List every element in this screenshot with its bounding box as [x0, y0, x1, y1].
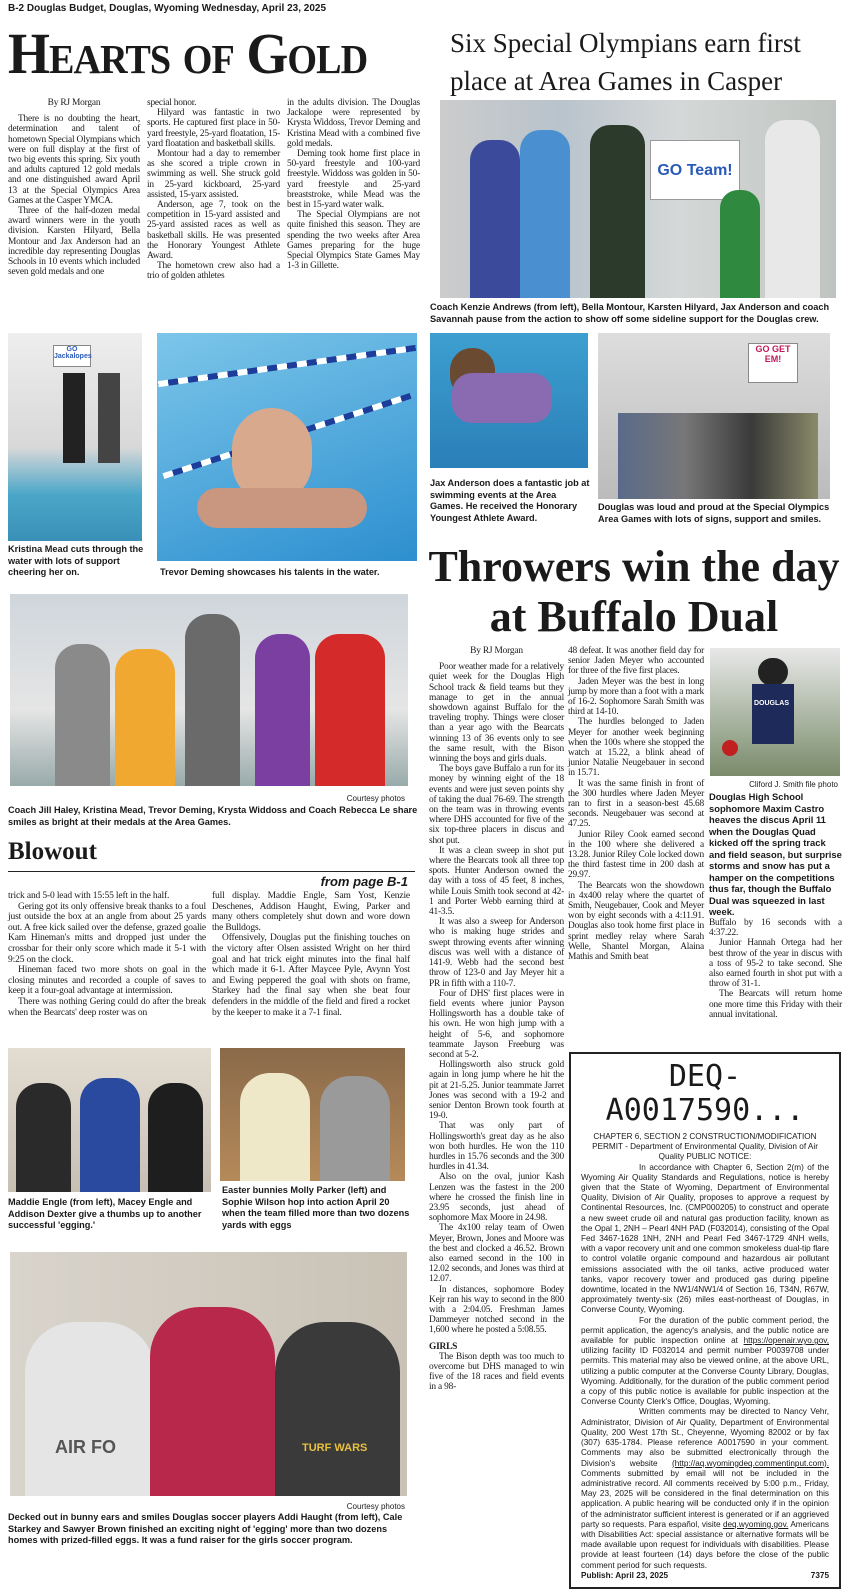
paragraph: In distances, sophomore Bodey Kejr ran his way to second in the 800 with a 2:04.05. Freshman James Dammeyer notched second in the 1,600 where he posted a 5:08.55.	[429, 1284, 564, 1336]
jump-line: from page B-1	[320, 874, 408, 889]
photo-maxim-castro	[710, 648, 840, 776]
photo-kristina-mead	[8, 333, 142, 541]
paragraph: The Special Olympians are not quite finished this season. They are spending the two weeks after Area Games preparing for the huge Special Olympics State Games May 1-3 in Gillette.	[287, 210, 420, 272]
blowout-col-1	[8, 891, 206, 1018]
go-team-sign: GO Team!	[650, 140, 740, 200]
paragraph: The hometown crew also had a trio of golden athletes	[147, 261, 280, 282]
caption-castro: Douglas High School sophomore Maxim Castro heaves the discus April 11 when the Douglas Quad kicked off the spring track and field season, but surprise storms and snow has put a hamper on the competitions thus far, though the Buffalo Dual was squeezed in last week.	[709, 791, 842, 917]
blowout-col-2	[212, 891, 410, 1018]
paragraph: Montour had a day to remember as she scored a triple crown in swimming as well. She struck gold in 25-yard kickboard, 25-yard assisted, 15-yarx assisted.	[147, 149, 280, 200]
shirt-text: AIR FO	[55, 1437, 116, 1457]
link-comment-input[interactable]: (http://aq.wyomingdeq.commentinput.com).	[672, 1458, 830, 1468]
link-openair[interactable]: https://openair.wyo.gov,	[743, 1336, 830, 1346]
paragraph: Hollingsworth also struck gold again in long jump where he hit the pit at 21-5.25. Junior teammate Jarret Jones was second with a 19-2 and senior Denton Brown took fourth at 19-0.	[429, 1060, 564, 1122]
paragraph: It was also a sweep for Anderson who is making huge strides and swept throwing events after winning discus was well with a distance of 141-9. Webb had the second best throw of 123-0 and Jay Meyer hit a PR in fifth with a 110-7.	[429, 917, 564, 989]
paragraph: Gering got its only offensive break thanks to a foul just outside the box at an angle from about 25 yards out. A free kick sailed over the defense, grazed goalie Kam Hineman's mitts and dropped just under the crossbar for their only score which made it 5-1 with 9:25 on the clock.	[8, 901, 206, 965]
photo-trevor-deming	[157, 333, 417, 561]
notice-number: 7375	[810, 1570, 829, 1580]
caption-soccer: Decked out in bunny ears and smiles Douglas soccer players Addi Haught (from left), Cale Starkey and Sawyer Brown finished an exciting night of 'egging' more than two dozens homes with prized-filled eggs. It was a fund raiser for the girls soccer program.	[8, 1512, 403, 1545]
page-folio: B-2 Douglas Budget, Douglas, Wyoming Wednesday, April 23, 2025	[8, 3, 327, 14]
paragraph: Buffalo by 16 seconds with a 4:37.22.	[709, 918, 842, 939]
legal-heading: CHAPTER 6, SECTION 2 CONSTRUCTION/MODIFICATION PERMIT - Department of Environmental Quality, Division of Air Quality PUBLIC NOTICE:	[592, 1132, 818, 1162]
paragraph: Junior Hannah Ortega had her best throw of the year in discus with a toss of 95-2 to take second. She also earned fourth in shot put with a throw of 31-1.	[709, 938, 842, 990]
paragraph: There is no doubting the heart, determination and talent of hometown Special Olympians which were on full display at the first of two big events this spring. Six youth and adults captured 12 gold medals and one distinguished award April 13 at the Special Olympics Area Games at the Casper YMCA.	[8, 114, 140, 206]
caption-deming: Trevor Deming showcases his talents in the water.	[160, 567, 380, 577]
paragraph: The hurdles belonged to Jaden Meyer for another week beginning when the 100s where she stopped the watch at 15.22, a blink ahead of junior Natalie Neugebauer in second in 15.71.	[568, 717, 704, 779]
paragraph: trick and 5-0 lead with 15:55 left in the half.	[8, 891, 170, 901]
go-jackalopes-sign: GO Jackalopes	[53, 345, 91, 367]
caption-top-photo: Coach Kenzie Andrews (from left), Bella Montour, Karsten Hilyard, Jax Anderson and coach Savannah pause from the action to show off some sideline support for the Douglas crew.	[430, 302, 830, 324]
caption-group: Coach Jill Haley, Kristina Mead, Trevor Deming, Krysta Widdoss and Coach Rebecca Le share smiles as bright at their medals at the Area Games.	[8, 805, 418, 827]
headline-hearts-of-gold: Hearts of Gold	[8, 21, 368, 86]
paragraph: Hineman faced two more shots on goal in the closing minutes and recorded a couple of saves to keep it a four-goal advantage at intermission.	[8, 965, 206, 997]
caption-crowd: Douglas was loud and proud at the Special Olympics Area Games with lots of signs, support and smiles.	[598, 502, 830, 524]
photo-group-medals	[10, 594, 408, 786]
paragraph: Poor weather made for a relatively quiet week for the Douglas High School track & field teams but they manage to get in the annual showdown against Buffalo for the traveling trophy. Things were closer than a year ago with the Bearcats winning 13 of 36 events only to see the same result, with the Bison winning the boys and girls duals.	[429, 662, 564, 765]
paragraph: Offensively, Douglas put the finishing touches on the victory after Olsen assisted Wright on her third goal and hat trick eight minutes into the final half which made it 6-1. After Maycee Pyle, Avynn Yost and Ewing peppered the goal with shots on frame, Starkey had the final say when she beat four defenders in the middle of the field and fired a rocket by the keeper to make it a 7-1 final.	[212, 933, 410, 1018]
legal-paragraph: In accordance with Chapter 6, Section 2(m) of the Wyoming Air Quality Standards and Regulations, notice is hereby given that the State of Wyoming, Department of Environmental Quality, Division of Air Quality, proposes to approve a request by Continental Resources, Inc. (CMP000205) to construct and operate a new sweet crude oil and natural gas production facility, known as the Opal 1, 2NH – Pearl 4NH PAD (F032014), consisting of the Opal Fed 3467-1628 1NH, 2NH and Pearl Fed 3467-1729 4NH wells, with a vapor recovery unit and one common smokeless dual-tip flare to control volatile organic compound and hazardous air pollutant emissions associated with the oil tanks, active produced water tanks, vapor recovery tower and produced gas during pipeline downtime, located in the NW1/4NW1/4 of Section 16, T34N, R67W, approximately twenty-six (26) miles east-northeast of Douglas, in Converse County, Wyoming.	[581, 1162, 829, 1315]
paragraph: Also on the oval, junior Kash Lenzen was the fastest in the 200 where he crossed the finish line in 23.95 seconds, just ahead of sophomore Max Moore in 24.98.	[429, 1172, 564, 1224]
paragraph: Jaden Meyer was the best in long jump by more than a foot with a mark of 16-2. Sophomore Sarah Smith was third at 14-10.	[568, 676, 704, 718]
shirt-text: TURF WARS	[302, 1442, 368, 1454]
photo-thumbs-up	[8, 1048, 211, 1192]
link-deq[interactable]: deq.wyoming.gov.	[722, 1519, 789, 1529]
paragraph: There was nothing Gering could do after the break when the Bearcats' deep roster was on	[8, 996, 206, 1018]
jersey-text: DOUGLAS	[754, 700, 789, 707]
paragraph: special honor.	[147, 98, 197, 108]
legal-paragraph: For the duration of the public comment period, the permit application, the agency's analysis, and the public notice are available for public inspection online at https://openair.wyo.gov, utilizing facility ID F032014 and permit number P0039708 under permits. This material may also be viewed online, at the above URL, utilizing a public computer at the Converse County Library, Douglas, Wyoming. Additionally, for the duration of the public comment period a copy of this public notice is available for public inspection at the Converse County Clerk's Office, Douglas, Wyoming.	[581, 1315, 830, 1407]
paragraph: Three of the half-dozen medal award winners were in the youth division. Karsten Hilyard, Bella Montour and Jax Anderson had an incredible day representing Douglas Schools in 10 events which included seven gold medals and one	[8, 206, 140, 278]
paragraph: That was only part of Hollingsworth's great day as he also won both hurdles. He won the 110 hurdles in 15.76 seconds and the 300 hurdles in 41.34.	[429, 1121, 564, 1173]
legal-notice	[569, 1052, 841, 1589]
divider	[8, 871, 415, 872]
photo-jax-anderson	[430, 333, 588, 468]
caption-bunnies: Easter bunnies Molly Parker (left) and Sophie Wilson hop into action April 20 when the team filled more than two dozens yards with eggs	[222, 1185, 410, 1230]
paragraph: Hilyard was fantastic in two sports. He captured first place in 50-yard freestyle, 25-yard floatation, 15-yard floatation and basketball skills.	[147, 108, 280, 149]
throwers-col-3	[709, 918, 842, 1020]
paragraph: The Bearcats will return home one more time this Friday with their annual invitational.	[709, 989, 842, 1020]
caption-mead: Kristina Mead cuts through the water with lots of support cheering her on.	[8, 544, 144, 577]
byline: By RJ Morgan	[47, 98, 101, 108]
subhead-girls: GIRLS	[429, 1341, 458, 1352]
paragraph: The Bearcats won the showdown in 4x400 relay where the quartet of Smith, Neugebauer, Cook and Meyer won by eight seconds with a 4:11.91. Douglas also took home first place in sprint medley relay where Sarah Welle, Shantel Morgan, Alaina Mathis and Smith beat	[568, 880, 704, 963]
olympics-col-1	[8, 98, 140, 277]
paragraph: The Bison depth was too much to overcome but DHS managed to win five of the 18 races and field events in a 98-	[429, 1351, 564, 1393]
photo-soccer-players	[10, 1252, 407, 1496]
headline-throwers: Throwers win the day at Buffalo Dual	[428, 542, 840, 641]
paragraph: Anderson, age 7, took on the competition in 15-yard assisted and 25-yard assisted races as well as basketball skills. He was presented the Honorary Youngest Athlete Award.	[147, 200, 280, 262]
paragraph: full display. Maddie Engle, Sam Yost, Kenzie Deschenes, Addison Haught, Ewing, Parker and many others completely shut down and wore down the Bulldogs.	[212, 891, 410, 933]
subheadline: Six Special Olympians earn first place at Area Games in Casper	[450, 28, 801, 96]
legal-title: DEQ-A0017590...	[605, 1059, 805, 1128]
photo-coaches-athletes	[440, 100, 836, 298]
paragraph: 48 defeat. It was another field day for senior Jaden Meyer who accounted for three of the five first places.	[568, 646, 704, 677]
paragraph: in the adults division. The Douglas Jackalope were represented by Krysta Widdoss, Trevor Deming and Kristina Mead with a combined five gold medals.	[287, 98, 420, 149]
paragraph: Junior Riley Cook earned second in the 100 where she delivered a 13.28. Junior Riley Cole locked down the third fastest time in 200 dash at 29.97.	[568, 829, 704, 881]
photo-credit: Courtesy photos	[346, 1502, 405, 1511]
caption-thumbs: Maddie Engle (from left), Macey Engle and Addison Dexter give a thumbs up to another successful 'egging.'	[8, 1197, 202, 1230]
caption-jax: Jax Anderson does a fantastic job at swimming events at the Area Games. He received the Honorary Youngest Athlete Award.	[430, 478, 590, 523]
legal-paragraph: Written comments may be directed to Nancy Vehr, Administrator, Division of Air Quality, Department of Environmental Quality, 200 West 17th St., Cheyenne, Wyoming 82002 or by fax (307) 635-1784. Please reference A0017590 in your comment. Comments may also be submitted electronically through the Division's website (http://aq.wyomingdeq.commentinput.com). Comments submitted by email will not be included in the administrative record. All comments received by 5:00 p.m., Friday, May 23, 2025 will be considered in the final determination on this application. A public hearing will be conducted only if in the opinion of the administrator sufficient interest is generated or if an aggrieved party so requests. Para español, visite deq.wyoming.gov. Americans with Disabilities Act: special assistance or alternative formats will be made available upon request for individuals with disabilities. Please provide at least fourteen (14) days before the close of the public comment period for such requests.	[581, 1407, 830, 1570]
paragraph: Four of DHS' first places were in field events where junior Payson Hollingsworth has a double take of his own. He won high jump with a height of 5-6, and sophomore teammate Jayson Freeburg was second at 5-2.	[429, 988, 564, 1060]
photo-credit: Cliford J. Smith file photo	[749, 780, 838, 789]
photo-crowd-signs	[598, 333, 830, 499]
paragraph: It was a clean sweep in shot put where the Bearcats took all three top spots. Hunter Anderson owned the day with a toss of 45 feet, 8 inches, while Louis Smith took second at 42-1 and Porter Webb earning third at 41-3.5.	[429, 845, 564, 918]
throwers-col-1	[429, 646, 564, 1393]
headline-blowout: Blowout	[8, 838, 97, 865]
olympics-col-2	[147, 98, 280, 282]
photo-credit: Courtesy photos	[346, 794, 405, 803]
byline: By RJ Morgan	[470, 646, 523, 656]
go-get-em-sign: GO GET EM!	[748, 343, 798, 383]
olympics-col-3	[287, 98, 420, 271]
paragraph: The 4x100 relay team of Owen Meyer, Brown, Jones and Moore was the best and clocked a 46.52. Brown also earned second in the 100 in 12.02 seconds, and Jones was third at 12.07.	[429, 1223, 564, 1285]
paragraph: The boys gave Buffalo a run for its money by winning eight of the 18 events and were just seven points shy of taking the dual 76-69. The strength on the team was in throwing events where DHS accounted for five of the six top-three placers in discus and shot put.	[429, 764, 564, 846]
paragraph: It was the same finish in front of the 300 hurdles where Jaden Meyer ran to first in a season-best 45.68 seconds. Neugebauer was second at 47.25.	[568, 778, 704, 830]
publish-date: Publish: April 23, 2025	[581, 1570, 669, 1580]
photo-easter-bunnies	[220, 1048, 405, 1181]
throwers-col-2	[568, 646, 704, 962]
paragraph: Deming took home first place in 50-yard freestyle and 100-yard freestyle. Widdoss was golden in 50-yard freestyle and 25-yard breaststroke, while Mead was the best in 15-yard water walk.	[287, 149, 420, 211]
